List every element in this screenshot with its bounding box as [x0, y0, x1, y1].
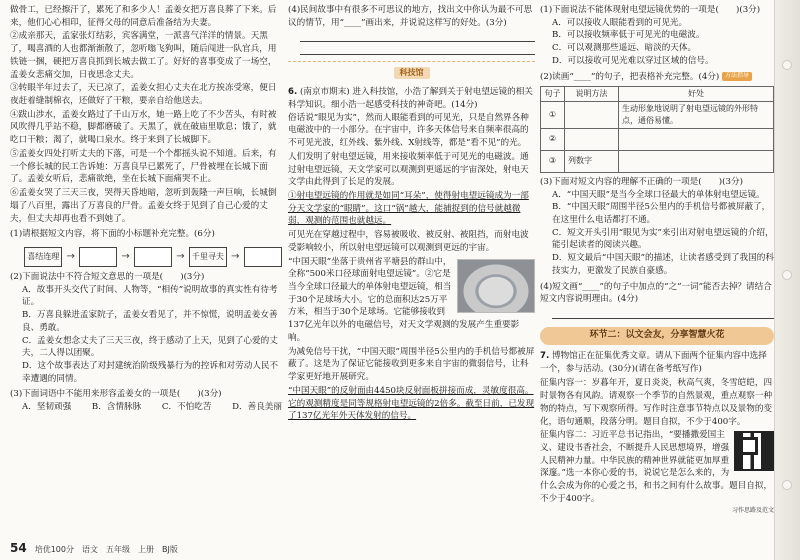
table-header-row — [541, 87, 774, 102]
table-cell: 列数字 — [565, 150, 619, 172]
story-paragraph-4: ④跋山涉水，孟姜女路过了千山万水，她一路上吃了不少苦头，有时被风吹得几乎站不稳，脚都磨破了。天黑了，就在破庙里歇息；饿了，就吃口干粮；渴了，就喝口泉水。终于来到了长城脚下。 — [10, 109, 277, 146]
q6-sub2-prompt — [540, 71, 774, 84]
column-left — [10, 4, 282, 414]
question-2-prompt: (2)下面说法中不符合短文意思的一项是( )(3分) — [10, 271, 205, 282]
q6-sub3-option-d[interactable]: D．短文最后“中国天眼”的描述，让读者感受到了我国的科技实力，更激发了民族自豪感。 — [552, 253, 774, 276]
answer-line[interactable] — [552, 306, 774, 319]
table-cell: 生动形象地说明了射电望远镜的外形特点，通俗易懂。 — [619, 102, 774, 129]
series-name: 培优100分 — [34, 545, 74, 555]
question-3-prompt: (3)下面词语中不能用来形容孟姜女的一项是( )(3分) — [10, 389, 222, 400]
article-paragraph-6: 为减免信号干扰，“中国天眼”周围半径5公里内的手机信号都被屏蔽了。这是为了保证它能接收到更多来自宇宙的微弱信号，让科学家更好地开展研究。 — [288, 346, 535, 383]
q6-sub3-option-c[interactable]: C．短文开头引用“眼见为实”来引出对射电望远镜的介绍，能引起读者的阅读兴趣。 — [552, 227, 774, 251]
q6-sub2-text: (2)读画“____”的句子，把表格补充完整。(4分) — [540, 71, 720, 82]
article-paragraph-4: 可见光在穿越过程中，容易被吸收、被反射、被阻挡，而射电波受影响较小，所以射电望远镜可以观测到更远的宇宙。 — [288, 230, 529, 253]
collection-option-1: 征集内容一：岁暮年开，夏日炎炎，秋高气爽，冬雪皑皑，四时景物各有风韵。请观察一个季节的自然景观，重点观察一种物的特点，写下观察所得。写作时注意事节特点以及景物的变化，语句通顺，段落分明。题目自拟，不少于400字。 — [540, 378, 773, 427]
question-2-option-c[interactable]: C．孟姜女想念丈夫了三天三夜，终于感动了上天，见到了心爱的丈夫，二人得以团聚。 — [22, 335, 278, 359]
binding-hole-icon — [782, 270, 792, 280]
collection-option-2: 征集内容二：习近平总书记指出，“要播撒爱国主义、建设书香社会，不断提升人民思想境界，增强人民精神力量。中华民族的精神世界就能更加厚重深邃。”选一本你心爱的书，说说它是怎么来的，为什么会成为你的心爱之书，和书之间有什么故事。题目自拟，不少于400字。 — [540, 430, 773, 504]
table-header-cell: 句子 — [541, 87, 565, 102]
q6-sub1-option-c[interactable]: C．可以观测那些遥远、暗淡的天体。 — [552, 43, 697, 54]
q6-sub1-prompt: (1)下面说法不能体现射电望远镜优势的一项是( )(3分) — [540, 5, 761, 15]
question-3-option-a[interactable]: A．坚韧顽强 — [22, 402, 72, 413]
flow-box-3-input[interactable] — [134, 247, 172, 267]
table-cell-input[interactable] — [619, 128, 774, 150]
question-6-source: (南京市期末) — [299, 87, 350, 98]
question-6-intro: 进入科技馆，小浩了解到关于射电望远镜的相关科学知识。细小浩一起感受科技的神奇吧。(14分) — [288, 87, 533, 110]
question-7-number: 7. — [540, 350, 550, 361]
arrow-right-icon: → — [176, 250, 185, 262]
article-paragraph-5: “中国天眼”坐落于贵州省平塘县的群山中，全称“500米口径球面射电望远镜”。②它是当今全球口径最大的单体射电望远镜，相当于30个足球场大小。它的总面积达25万平方米，相当于30个足球场。它能够接收到137亿光年以外的电磁信号，对天文学观测的发展产生重要影响。 — [288, 256, 520, 343]
story-paragraph-1: 做骨工，已经擦汗了，累死了和多少人！孟姜女把万喜良葬了下来。后来，他们心心相印，征得父母的同意后准备结为夫妻。 — [10, 5, 277, 28]
page-binding-edge — [774, 0, 800, 560]
table-cell: ② — [541, 128, 565, 150]
q6-sub3-prompt: (3)下面对短文内容的理解不正确的一项是( )(3分) — [540, 176, 743, 187]
page-number: 54 — [10, 541, 27, 556]
table-header-cell: 好处 — [619, 87, 774, 102]
volume-label: 上册 — [137, 545, 154, 555]
question-4-prompt: (4)民间故事中有很多不可思议的地方，找出文中你认为最不可思议的情节，用“____”画出来，并说说这样写的好处。(3分) — [288, 5, 533, 28]
article-paragraph-1: 俗话说“眼见为实”，然而人眼能看到的可见光，只是自然界各种电磁波中的一小部分。在宇宙中，许多天体信号来自频率很高的不可见光波，红外线、紫外线、X射线等，都是“看不见”的光。 — [288, 112, 529, 149]
table-cell: ① — [541, 102, 565, 129]
table-cell: ③ — [541, 150, 565, 172]
question-2-option-b[interactable]: B．万喜良躲进孟家院子，孟姜女看见了，并不惊慌，说明孟姜女善良、勇敢。 — [22, 310, 278, 333]
page-footer — [10, 540, 178, 558]
grade-label: 五年级 — [105, 545, 130, 555]
flow-box-5-input[interactable] — [244, 247, 282, 267]
section-tag-science-museum: 科技馆 — [394, 67, 430, 79]
table-row — [541, 150, 774, 172]
table-cell-input[interactable] — [565, 102, 619, 129]
binding-hole-icon — [782, 480, 792, 490]
q6-sub3-option-b[interactable]: B．“中国天眼”周围半径5公里内的手机信号都被屏蔽了，在这里什么电话都打不通。 — [552, 202, 771, 225]
flow-box-2-input[interactable] — [79, 247, 117, 267]
column-middle — [288, 4, 535, 424]
question-6-number: 6. — [288, 87, 298, 98]
question-3-option-b[interactable]: B．含情脉脉 — [91, 402, 142, 413]
flow-box-4: 千里寻夫 — [189, 247, 227, 267]
answer-line[interactable] — [300, 42, 535, 55]
subject-name: 语文 — [81, 545, 98, 555]
story-paragraph-3: ③转眼半年过去了，天已凉了，孟姜女担心丈夫在北方挨冻受寒，便日夜赶着缝制棉衣，还做好了干粮，要亲自给他送去。 — [10, 83, 277, 107]
method-guide-badge: 方法指导 — [722, 72, 752, 81]
story-paragraph-6: ⑥孟姜女哭了三天三夜，哭得天昏地暗，忽听到轰隆一声巨响，长城倒塌了八百里，露出了万喜良的尸骨。孟姜女终于见到了自己心爱的丈夫，但丈夫却再也看不到她了。 — [10, 188, 277, 224]
table-header-cell: 说明方法 — [565, 87, 619, 102]
analysis-table — [540, 86, 774, 172]
binding-hole-icon — [782, 60, 792, 70]
flow-box-1: 喜结连理 — [24, 247, 62, 267]
question-2-option-a[interactable]: A．故事开头交代了时间、人物等，“相传”说明故事的真实性有待考证。 — [22, 284, 278, 308]
title-flowchart — [24, 247, 282, 267]
q6-sub1-option-d[interactable]: D．可以接收可见光难以穿过区域的信号。 — [552, 55, 714, 66]
question-3-option-d[interactable]: D．善良美丽 — [232, 402, 282, 413]
table-cell-input[interactable] — [565, 128, 619, 150]
qr-caption: 习作思路及范文 — [731, 506, 774, 514]
article-paragraph-3: ①射电望远镜的作用就是如同“耳朵”，使得射电望远镜成为一部分天文学家的“眼睛”。这口“锅”越大，能捕捉到的信号就越微弱，观测的范围也就越远。 — [288, 191, 529, 227]
question-3-options — [10, 401, 282, 414]
answer-line[interactable] — [300, 29, 535, 42]
arrow-right-icon: → — [121, 250, 130, 262]
question-2-option-d[interactable]: D．这个故事表达了对封建统治阶级残暴行为的控诉和对劳动人民不幸遭遇的同情。 — [22, 360, 279, 384]
table-row — [541, 102, 774, 129]
section-banner: 环节二：以文会友，分享智慧火花 — [540, 327, 774, 345]
question-3-option-c[interactable]: C．不怕吃苦 — [161, 402, 212, 413]
arrow-right-icon: → — [231, 250, 240, 262]
question-1-prompt: (1)请根据短文内容，将下面的小标题补充完整。(6分) — [10, 229, 215, 240]
article-paragraph-7: “中国天眼”的反射面由4450块反射面板拼接而成，灵敏度很高。它的观测精度是同等规格射电望远镜的2倍多。截至日前，已发现了137亿光年外天体发射的信号。 — [288, 385, 535, 422]
article-paragraph-2: 人们发明了射电望远镜，用来接收频率低于可见光的电磁波。通过射电望远镜，天文学家可以观测到更遥远的宇宙深处，射电天文学由此得到了长足的发展。 — [288, 151, 529, 188]
edition-label: BJ版 — [161, 545, 178, 555]
q6-sub3-option-a[interactable]: A．“中国天眼”是当今全球口径最大的单体射电望远镜。 — [552, 189, 765, 200]
q6-sub4-prompt: (4)短文画“____”的句子中加点的“之”一词”能否去掉？请结合短文内容说明理由。(4分) — [540, 281, 772, 305]
table-row — [541, 128, 774, 150]
question-7-intro: 博物馆正在征集优秀文章。请从下面两个征集内容中选择一个，参与活动。(30分)(请在备考纸写作) — [540, 350, 767, 374]
table-cell-input[interactable] — [619, 150, 774, 172]
arrow-right-icon: → — [66, 250, 75, 262]
column-right — [540, 4, 774, 515]
q6-sub1-option-b[interactable]: B．可以接收频率低于可见光的电磁波。 — [552, 30, 705, 41]
story-paragraph-5: ⑤孟姜女四处打听丈夫的下落，可是一个个都摇头说不知道。后来，有一个修长城的民工告诉她：万喜良早已累死了，尸骨被埋在长城下面了。孟姜女听后，悲痛欲绝，坐在长城下面痛哭不止。 — [10, 148, 277, 185]
q6-sub1-option-a[interactable]: A．可以接收人眼能看到的可见光。 — [552, 17, 688, 28]
qr-code-icon[interactable] — [734, 431, 774, 471]
radio-telescope-photo — [457, 259, 535, 313]
section-divider — [288, 61, 535, 83]
story-paragraph-2: ②成亲那天，孟家张灯结彩，宾客满堂，一派喜气洋洋的情景。天黑了，喝喜酒的人也都渐渐散了，忽听嗡飞狗叫，随后闯进一队官兵，用铁链一捆，硬把万喜良抓到长城去做工了。好好的喜事变成了一场空，孟姜女悲痛交加，日夜思念丈夫。 — [10, 31, 277, 80]
